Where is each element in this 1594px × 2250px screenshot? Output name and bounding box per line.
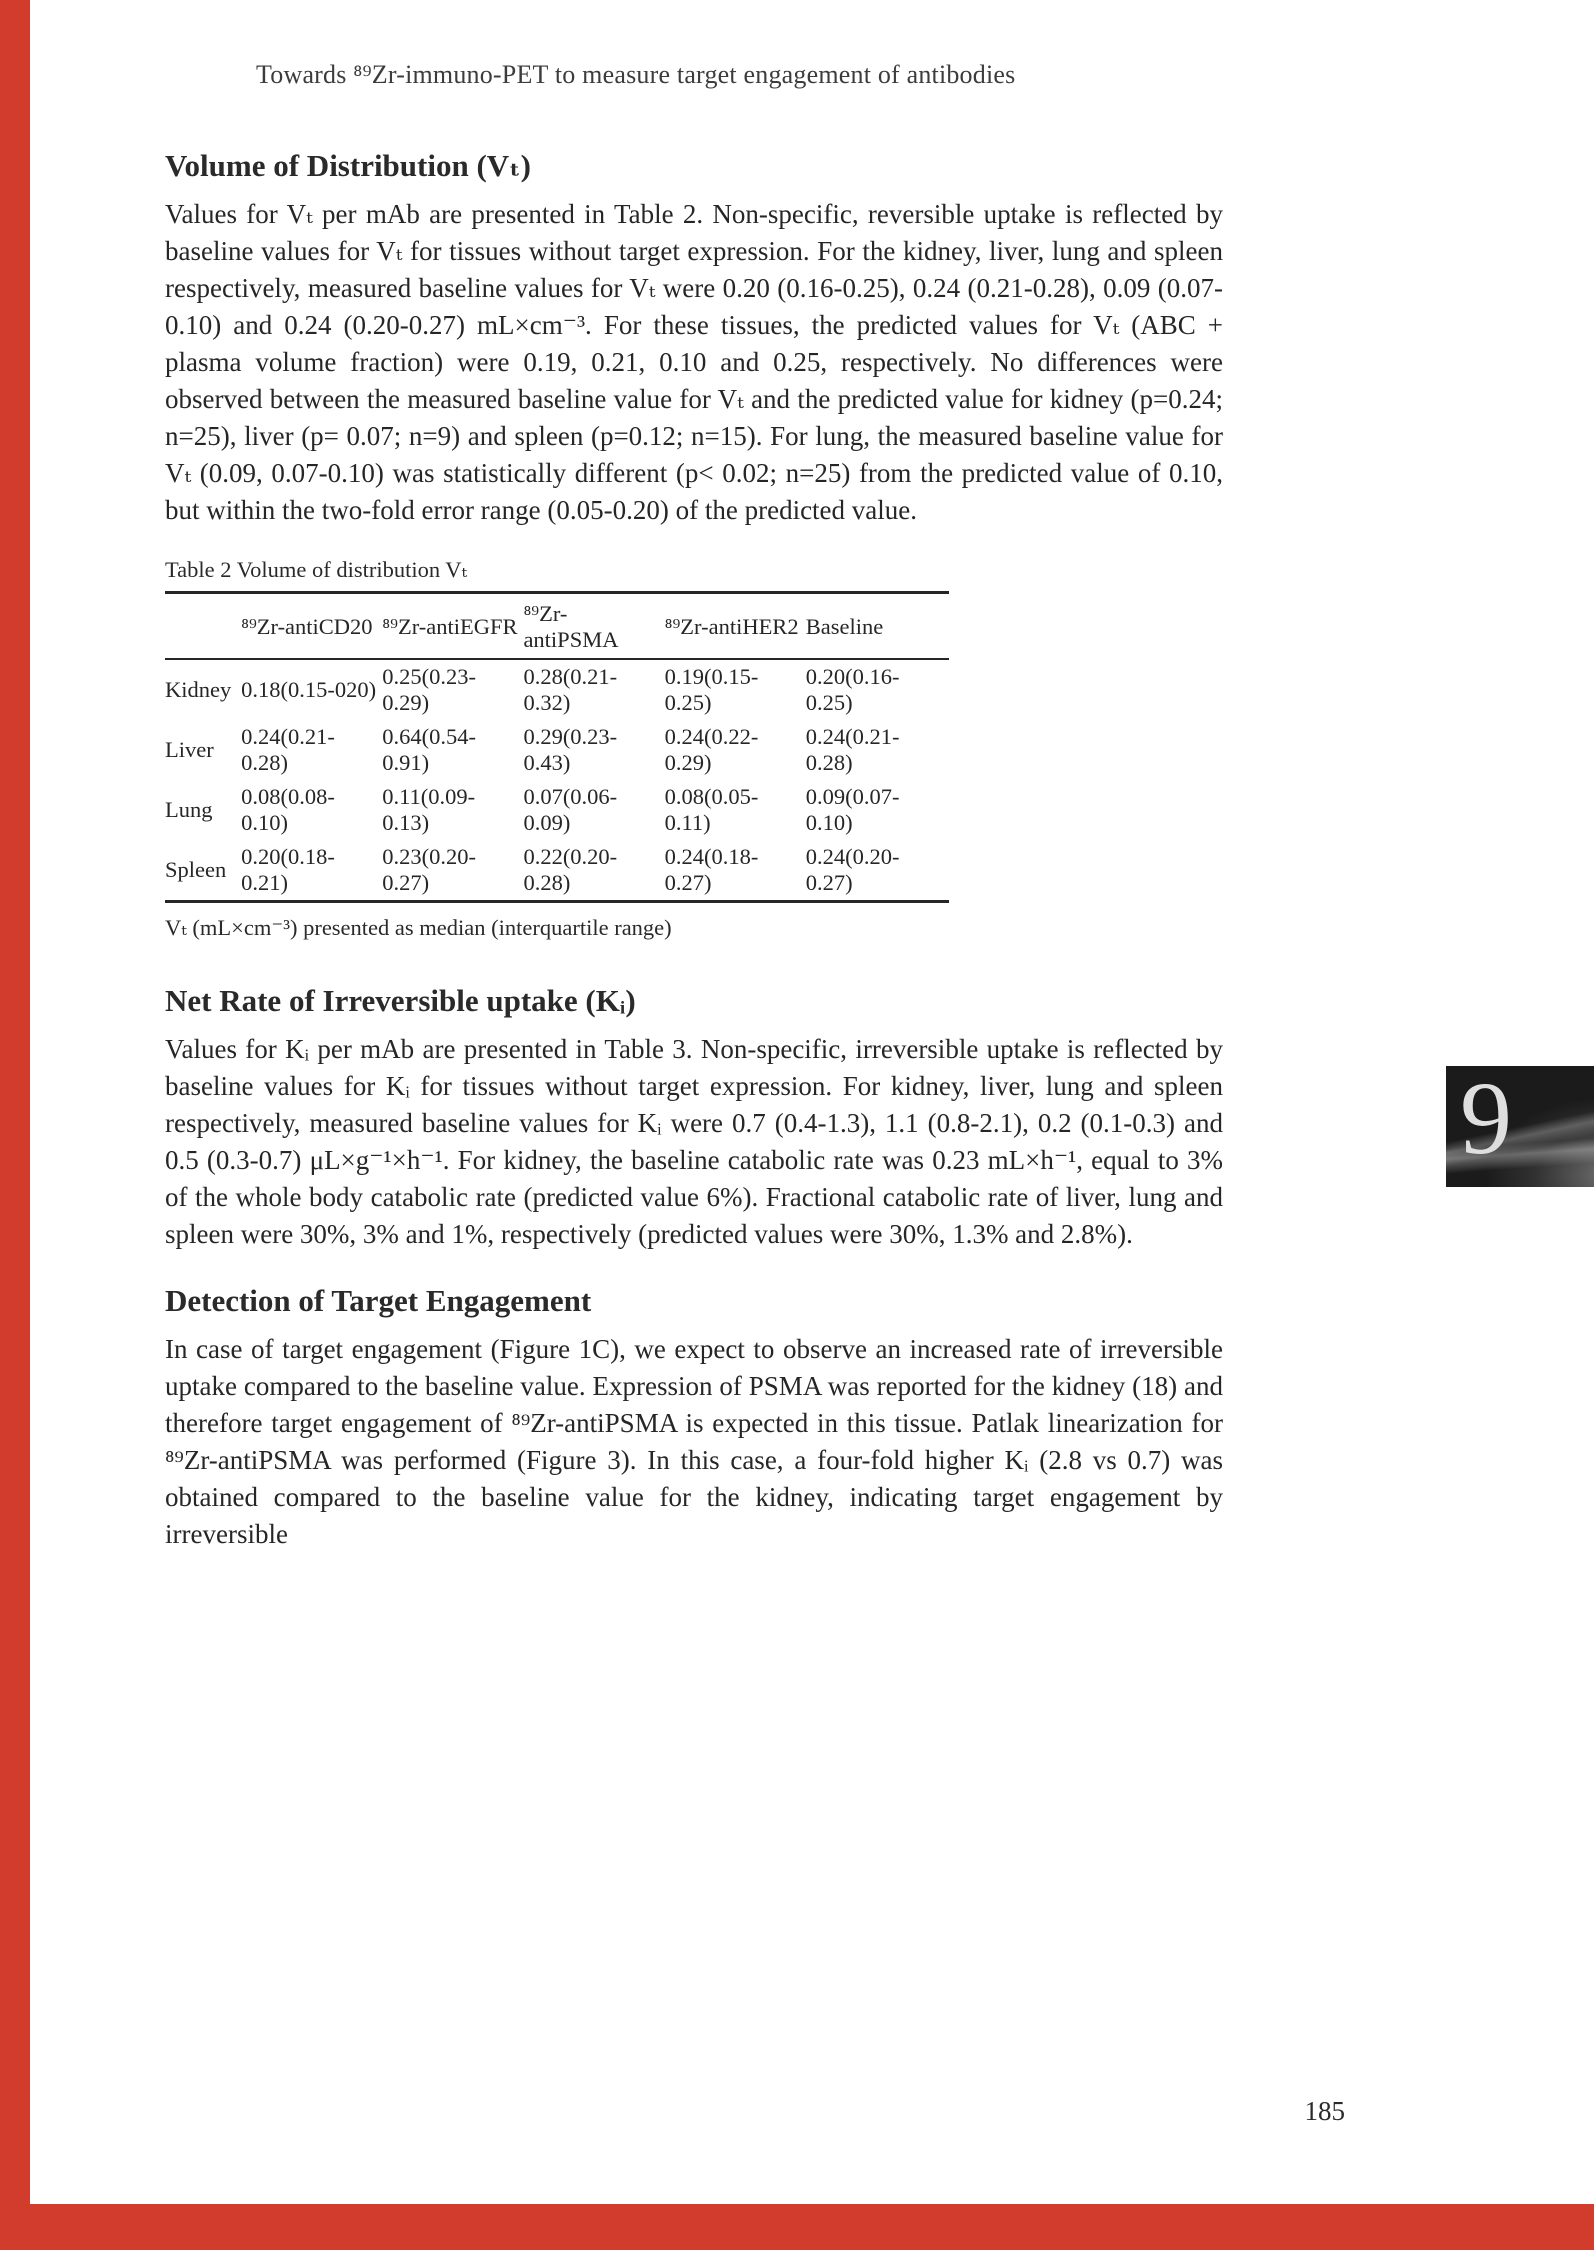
table2-col-anticd20: ⁸⁹Zr-antiCD20 [241, 593, 382, 660]
paragraph-net-rate: Values for Kᵢ per mAb are presented in Table 3. Non-specific, irreversible uptake is reflected by baseline values for Kᵢ for tissues without target expression. For kidney, liver, lung and spleen respectively, measured baseline values for Kᵢ were 0.7 (0.4-1.3), 1.1 (0.8-2.1), 0.2 (0.1-0.3) and 0.5 (0.3-0.7) μL×g⁻¹×h⁻¹. For kidney, the baseline catabolic rate was 0.23 mL×h⁻¹, equal to 3% of the whole body catabolic rate (predicted value 6%). Fractional catabolic rate of liver, lung and spleen were 30%, 3% and 1%, respectively (predicted values were 30%, 1.3% and 2.8%). [165, 1034, 1223, 1249]
cell: 0.25(0.23-0.29) [382, 664, 477, 715]
text-column [165, 148, 1223, 1553]
cell: 0.19(0.15-0.25) [664, 664, 759, 715]
row-label: Liver [165, 737, 214, 762]
left-accent-bar [0, 0, 30, 2250]
cell: 0.24(0.22-0.29) [664, 724, 759, 775]
table2-col-antiher2: ⁸⁹Zr-antiHER2 [665, 593, 806, 660]
table2-caption: Table 2 Volume of distribution Vₜ [165, 557, 468, 582]
cell: 0.18(0.15-020) [241, 677, 377, 702]
table-row-kidney [165, 659, 949, 720]
table2-volume-of-distribution [165, 591, 949, 903]
table2-col-antipsma: ⁸⁹Zr-antiPSMA [523, 593, 664, 660]
table-row-lung [165, 780, 949, 840]
cell: 0.23(0.20-0.27) [382, 844, 477, 895]
cell: 0.11(0.09-0.13) [382, 784, 476, 835]
cell: 0.24(0.21-0.28) [805, 724, 900, 775]
row-label: Spleen [165, 857, 227, 882]
table2-header [165, 593, 949, 660]
page-number: 185 [1304, 2096, 1345, 2126]
table2-col-empty [165, 593, 241, 660]
cell: 0.20(0.18-0.21) [241, 844, 335, 895]
bottom-accent-bar [0, 2204, 1594, 2250]
paragraph-detection: In case of target engagement (Figure 1C), we expect to observe an increased rate of irreversible uptake compared to the baseline value. Expression of PSMA was reported for the kidney (18) and therefore target engagement of ⁸⁹Zr-antiPSMA is expected in this tissue. Patlak linearization for ⁸⁹Zr-antiPSMA was performed (Figure 3). In this case, a four-fold higher Kᵢ (2.8 vs 0.7) was obtained compared to the baseline value for the kidney, indicating target engagement by irreversible [165, 1334, 1223, 1549]
chapter-tab [1446, 1066, 1594, 1187]
cell: 0.24(0.18-0.27) [664, 844, 759, 895]
cell: 0.20(0.16-0.25) [805, 664, 900, 715]
cell: 0.07(0.06-0.09) [523, 784, 618, 835]
cell: 0.64(0.54-0.91) [382, 724, 477, 775]
table2-footnote: Vₜ (mL×cm⁻³) presented as median (interquartile range) [165, 915, 672, 940]
table2-col-antiegfr: ⁸⁹Zr-antiEGFR [382, 593, 523, 660]
section-heading-net-rate: Net Rate of Irreversible uptake (Kᵢ) [165, 983, 636, 1018]
section-heading-volume-of-distribution: Volume of Distribution (Vₜ) [165, 148, 531, 183]
cell: 0.29(0.23-0.43) [523, 724, 618, 775]
row-label: Lung [165, 797, 213, 822]
cell: 0.09(0.07-0.10) [805, 784, 900, 835]
cell: 0.28(0.21-0.32) [523, 664, 618, 715]
cell: 0.24(0.20-0.27) [805, 844, 900, 895]
cell: 0.08(0.05-0.11) [664, 784, 759, 835]
chapter-number: 9 [1460, 1066, 1512, 1176]
cell: 0.08(0.08-0.10) [241, 784, 335, 835]
cell: 0.24(0.21-0.28) [241, 724, 335, 775]
paragraph-volume-of-distribution: Values for Vₜ per mAb are presented in Table 2. Non-specific, reversible uptake is reflected by baseline values for Vₜ for tissues without target expression. For the kidney, liver, lung and spleen respectively, measured baseline values for Vₜ were 0.20 (0.16-0.25), 0.24 (0.21-0.28), 0.09 (0.07-0.10) and 0.24 (0.20-0.27) mL×cm⁻³. For these tissues, the predicted values for Vₜ (ABC + plasma volume fraction) were 0.19, 0.21, 0.10 and 0.25, respectively. No differences were observed between the measured baseline value for Vₜ and the predicted value for kidney (p=0.24; n=25), liver (p= 0.07; n=9) and spleen (p=0.12; n=15). For lung, the measured baseline value for Vₜ (0.09, 0.07-0.10) was statistically different (p< 0.02; n=25) from the predicted value of 0.10, but within the two-fold error range (0.05-0.20) of the predicted value. [165, 199, 1223, 525]
table-header-row [165, 593, 949, 660]
section-heading-detection: Detection of Target Engagement [165, 1283, 592, 1318]
table2-col-baseline: Baseline [806, 593, 949, 660]
table-row-spleen [165, 840, 949, 902]
cell: 0.22(0.20-0.28) [523, 844, 618, 895]
running-head: Towards ⁸⁹Zr-immuno-PET to measure target engagement of antibodies [256, 60, 1016, 89]
table-row-liver [165, 720, 949, 780]
row-label: Kidney [165, 677, 232, 702]
table2-body [165, 659, 949, 902]
